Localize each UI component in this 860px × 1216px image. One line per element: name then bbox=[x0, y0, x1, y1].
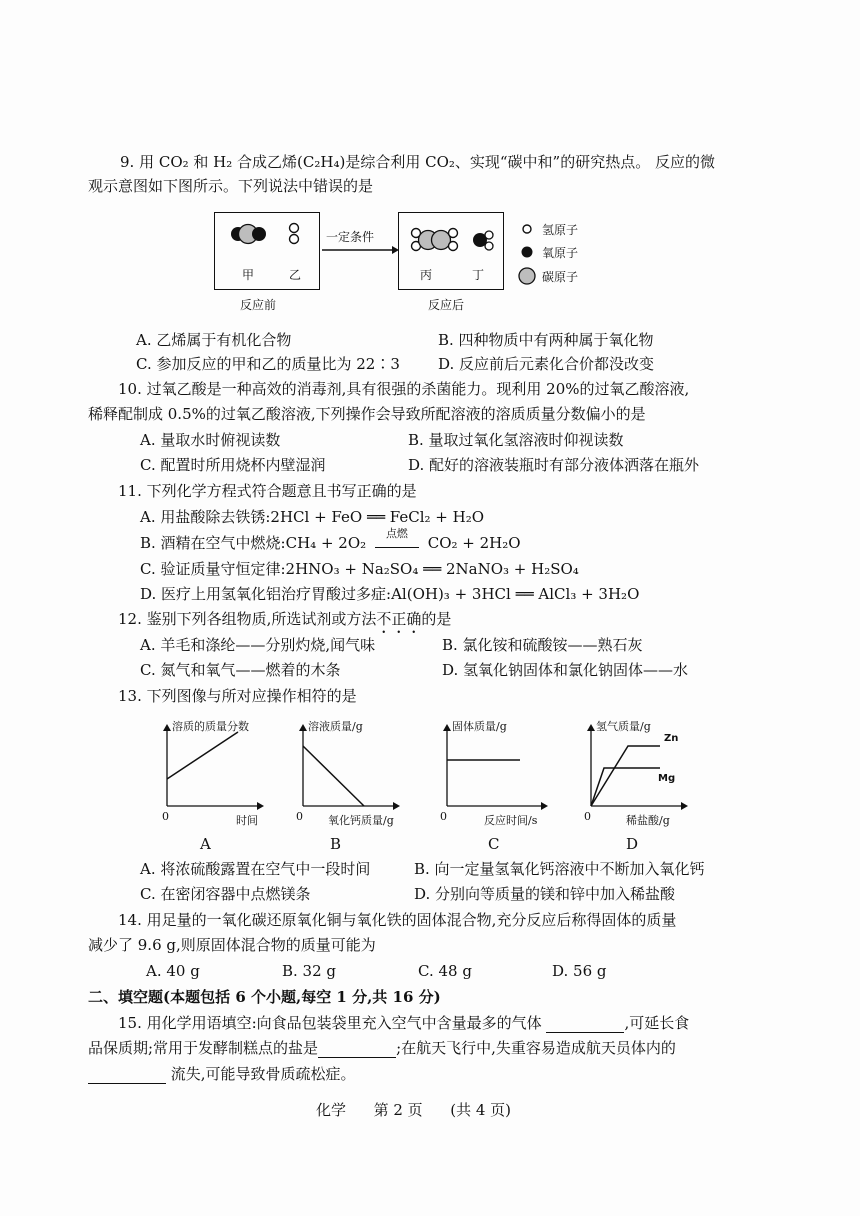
chart-a-plot bbox=[158, 724, 268, 814]
q15-blank-3[interactable] bbox=[88, 1069, 166, 1084]
label-jia: 甲 bbox=[242, 268, 255, 282]
legend-oxygen: 氧原子 bbox=[542, 246, 579, 260]
chart-a-ylabel: 溶质的质量分数 bbox=[172, 720, 249, 733]
q13-option-a: A. 将浓硫酸露置在空气中一段时间 bbox=[140, 860, 371, 878]
chart-d-caption: D bbox=[626, 835, 639, 853]
q12-stem-suffix: 的是 bbox=[421, 610, 452, 628]
q13-option-b: B. 向一定量氢氧化钙溶液中不断加入氧化钙 bbox=[414, 860, 705, 878]
q13-option-d: D. 分别向等质量的镁和锌中加入稀盐酸 bbox=[414, 885, 676, 903]
carbon-legend-icon bbox=[519, 268, 535, 284]
q12-stem-prefix: 12. 鉴别下列各组物质,所选试剂或方法 bbox=[118, 610, 377, 628]
q11-b-condition: 点燃 bbox=[385, 527, 408, 540]
chart-a-origin: 0 bbox=[162, 810, 169, 823]
q15-blank-2[interactable] bbox=[318, 1043, 396, 1058]
chart-d-mg-label: Mg bbox=[658, 773, 676, 784]
carbon-atom-icon bbox=[432, 231, 451, 250]
hydrogen-atom-icon bbox=[449, 229, 458, 238]
arrow-icon bbox=[320, 244, 400, 256]
oxygen-atom-icon bbox=[252, 227, 266, 241]
q11-b-suffix: CO₂ + 2H₂O bbox=[427, 534, 521, 552]
q15-part5: 流失,可能导致骨质疏松症。 bbox=[170, 1065, 356, 1083]
q10-option-c: C. 配置时所用烧杯内壁湿润 bbox=[140, 456, 326, 474]
chart-b-plot bbox=[294, 724, 404, 814]
q11-stem: 11. 下列化学方程式符合题意且书写正确的是 bbox=[118, 482, 417, 500]
q9-option-c: C. 参加反应的甲和乙的质量比为 22∶3 bbox=[136, 355, 400, 373]
q15-line3 bbox=[88, 1064, 356, 1084]
q14-option-c: C. 48 g bbox=[418, 962, 472, 980]
hydrogen-atom-icon bbox=[485, 231, 493, 239]
caption-after: 反应后 bbox=[428, 298, 465, 312]
q11-option-b bbox=[140, 527, 521, 553]
chart-d-zn-label: Zn bbox=[664, 733, 679, 744]
before-molecules bbox=[214, 212, 320, 290]
q15-line2 bbox=[88, 1038, 676, 1058]
q12-stem-emph: 不正确 bbox=[376, 610, 422, 628]
chart-a-caption: A bbox=[200, 835, 211, 853]
hydrogen-atom-icon bbox=[290, 235, 299, 244]
chart-d-ylabel: 氢气质量/g bbox=[596, 720, 651, 733]
chart-c-plot bbox=[438, 724, 552, 814]
q11-b-prefix: B. 酒精在空气中燃烧:CH₄ + 2O₂ bbox=[140, 534, 367, 552]
chart-c-caption: C bbox=[488, 835, 500, 853]
footer-total: (共 4 页) bbox=[450, 1101, 512, 1119]
chart-d-origin: 0 bbox=[584, 810, 591, 823]
label-ding: 丁 bbox=[472, 268, 485, 282]
q10-option-d: D. 配好的溶液装瓶时有部分液体洒落在瓶外 bbox=[408, 456, 700, 474]
q10-stem-line1: 10. 过氧乙酸是一种高效的消毒剂,具有很强的杀菌能力。现利用 20%的过氧乙酸溶液, bbox=[118, 380, 690, 398]
arrow-condition: 一定条件 bbox=[326, 230, 375, 244]
label-yi: 乙 bbox=[289, 268, 302, 282]
q12-option-b: B. 氯化铵和硫酸铵——熟石灰 bbox=[442, 636, 643, 654]
chart-b-origin: 0 bbox=[296, 810, 303, 823]
after-molecules bbox=[398, 212, 504, 290]
q12-option-c: C. 氮气和氧气——燃着的木条 bbox=[140, 661, 341, 679]
footer-page: 第 2 页 bbox=[373, 1101, 423, 1119]
q12-option-a: A. 羊毛和涤纶——分别灼烧,闻气味 bbox=[140, 636, 376, 654]
q13-stem: 13. 下列图像与所对应操作相符的是 bbox=[118, 687, 357, 705]
chart-c-origin: 0 bbox=[440, 810, 447, 823]
chart-b-caption: B bbox=[330, 835, 342, 853]
chart-b-ylabel: 溶液质量/g bbox=[308, 720, 363, 733]
legend-hydrogen: 氢原子 bbox=[542, 223, 579, 237]
hydrogen-atom-icon bbox=[290, 224, 299, 233]
chart-b-xlabel: 氧化钙质量/g bbox=[328, 814, 394, 827]
chart-c-xlabel: 反应时间/s bbox=[484, 814, 538, 827]
q10-stem-line2: 稀释配制成 0.5%的过氧乙酸溶液,下列操作会导致所配溶液的溶质质量分数偏小的是 bbox=[88, 405, 646, 423]
q11-option-c: C. 验证质量守恒定律:2HNO₃ + Na₂SO₄ ══ 2NaNO₃ + H₂SO₄ bbox=[140, 560, 579, 578]
legend-carbon: 碳原子 bbox=[542, 270, 579, 284]
hydrogen-atom-icon bbox=[449, 242, 458, 251]
chart-d-mg-line bbox=[591, 768, 660, 806]
caption-before: 反应前 bbox=[240, 298, 277, 312]
chart-d-xlabel: 稀盐酸/g bbox=[626, 814, 670, 827]
chart-c-ylabel: 固体质量/g bbox=[452, 720, 507, 733]
chart-a-xlabel: 时间 bbox=[236, 814, 258, 827]
q15-part3: 品保质期;常用于发酵制糕点的盐是 bbox=[88, 1039, 319, 1057]
oxygen-legend-icon bbox=[522, 247, 533, 258]
q9-stem-line1: 9. 用 CO₂ 和 H₂ 合成乙烯(C₂H₄)是综合利用 CO₂、实现“碳中和”的研究热点。 反应的微 bbox=[120, 153, 715, 171]
q15-part2: ,可延长食 bbox=[624, 1014, 690, 1032]
label-bing: 丙 bbox=[420, 268, 433, 282]
chart-b-line bbox=[303, 746, 364, 806]
q15-line1 bbox=[118, 1013, 689, 1033]
hydrogen-atom-icon bbox=[485, 242, 493, 250]
q14-option-a: A. 40 g bbox=[146, 962, 200, 980]
q15-blank-1[interactable] bbox=[546, 1018, 624, 1033]
q14-stem-line1: 14. 用足量的一氧化碳还原氧化铜与氧化铁的固体混合物,充分反应后称得固体的质量 bbox=[118, 911, 677, 929]
legend-icons bbox=[516, 220, 542, 290]
q13-option-c: C. 在密闭容器中点燃镁条 bbox=[140, 885, 311, 903]
q14-option-d: D. 56 g bbox=[552, 962, 607, 980]
q14-option-b: B. 32 g bbox=[282, 962, 337, 980]
q9-option-b: B. 四种物质中有两种属于氧化物 bbox=[438, 331, 654, 349]
section2-heading: 二、填空题(本题包括 6 个小题,每空 1 分,共 16 分) bbox=[88, 988, 441, 1006]
footer-subject: 化学 bbox=[316, 1101, 347, 1119]
q11-option-a: A. 用盐酸除去铁锈:2HCl + FeO ══ FeCl₂ + H₂O bbox=[140, 508, 485, 526]
q15-part1: 15. 用化学用语填空:向食品包装袋里充入空气中含量最多的气体 bbox=[118, 1014, 542, 1032]
q12-stem bbox=[118, 609, 451, 637]
chart-a-line bbox=[167, 732, 238, 779]
q12-option-d: D. 氢氧化钠固体和氯化钠固体——水 bbox=[442, 661, 689, 679]
q11-b-arrow bbox=[375, 527, 419, 553]
footer bbox=[316, 1100, 511, 1120]
hydrogen-legend-icon bbox=[523, 225, 531, 233]
q10-option-b: B. 量取过氧化氢溶液时仰视读数 bbox=[408, 431, 624, 449]
q10-option-a: A. 量取水时俯视读数 bbox=[140, 431, 281, 449]
q15-part4: ;在航天飞行中,失重容易造成航天员体内的 bbox=[396, 1039, 676, 1057]
q14-stem-line2: 减少了 9.6 g,则原固体混合物的质量可能为 bbox=[88, 936, 376, 954]
q11-option-d: D. 医疗上用氢氧化铝治疗胃酸过多症:Al(OH)₃ + 3HCl ══ AlCl₃ + 3H₂O bbox=[140, 585, 640, 603]
q9-stem-line2: 观示意图如下图所示。下列说法中错误的是 bbox=[88, 177, 374, 195]
q9-option-a: A. 乙烯属于有机化合物 bbox=[136, 331, 292, 349]
q9-option-d: D. 反应前后元素化合价都没改变 bbox=[438, 355, 655, 373]
